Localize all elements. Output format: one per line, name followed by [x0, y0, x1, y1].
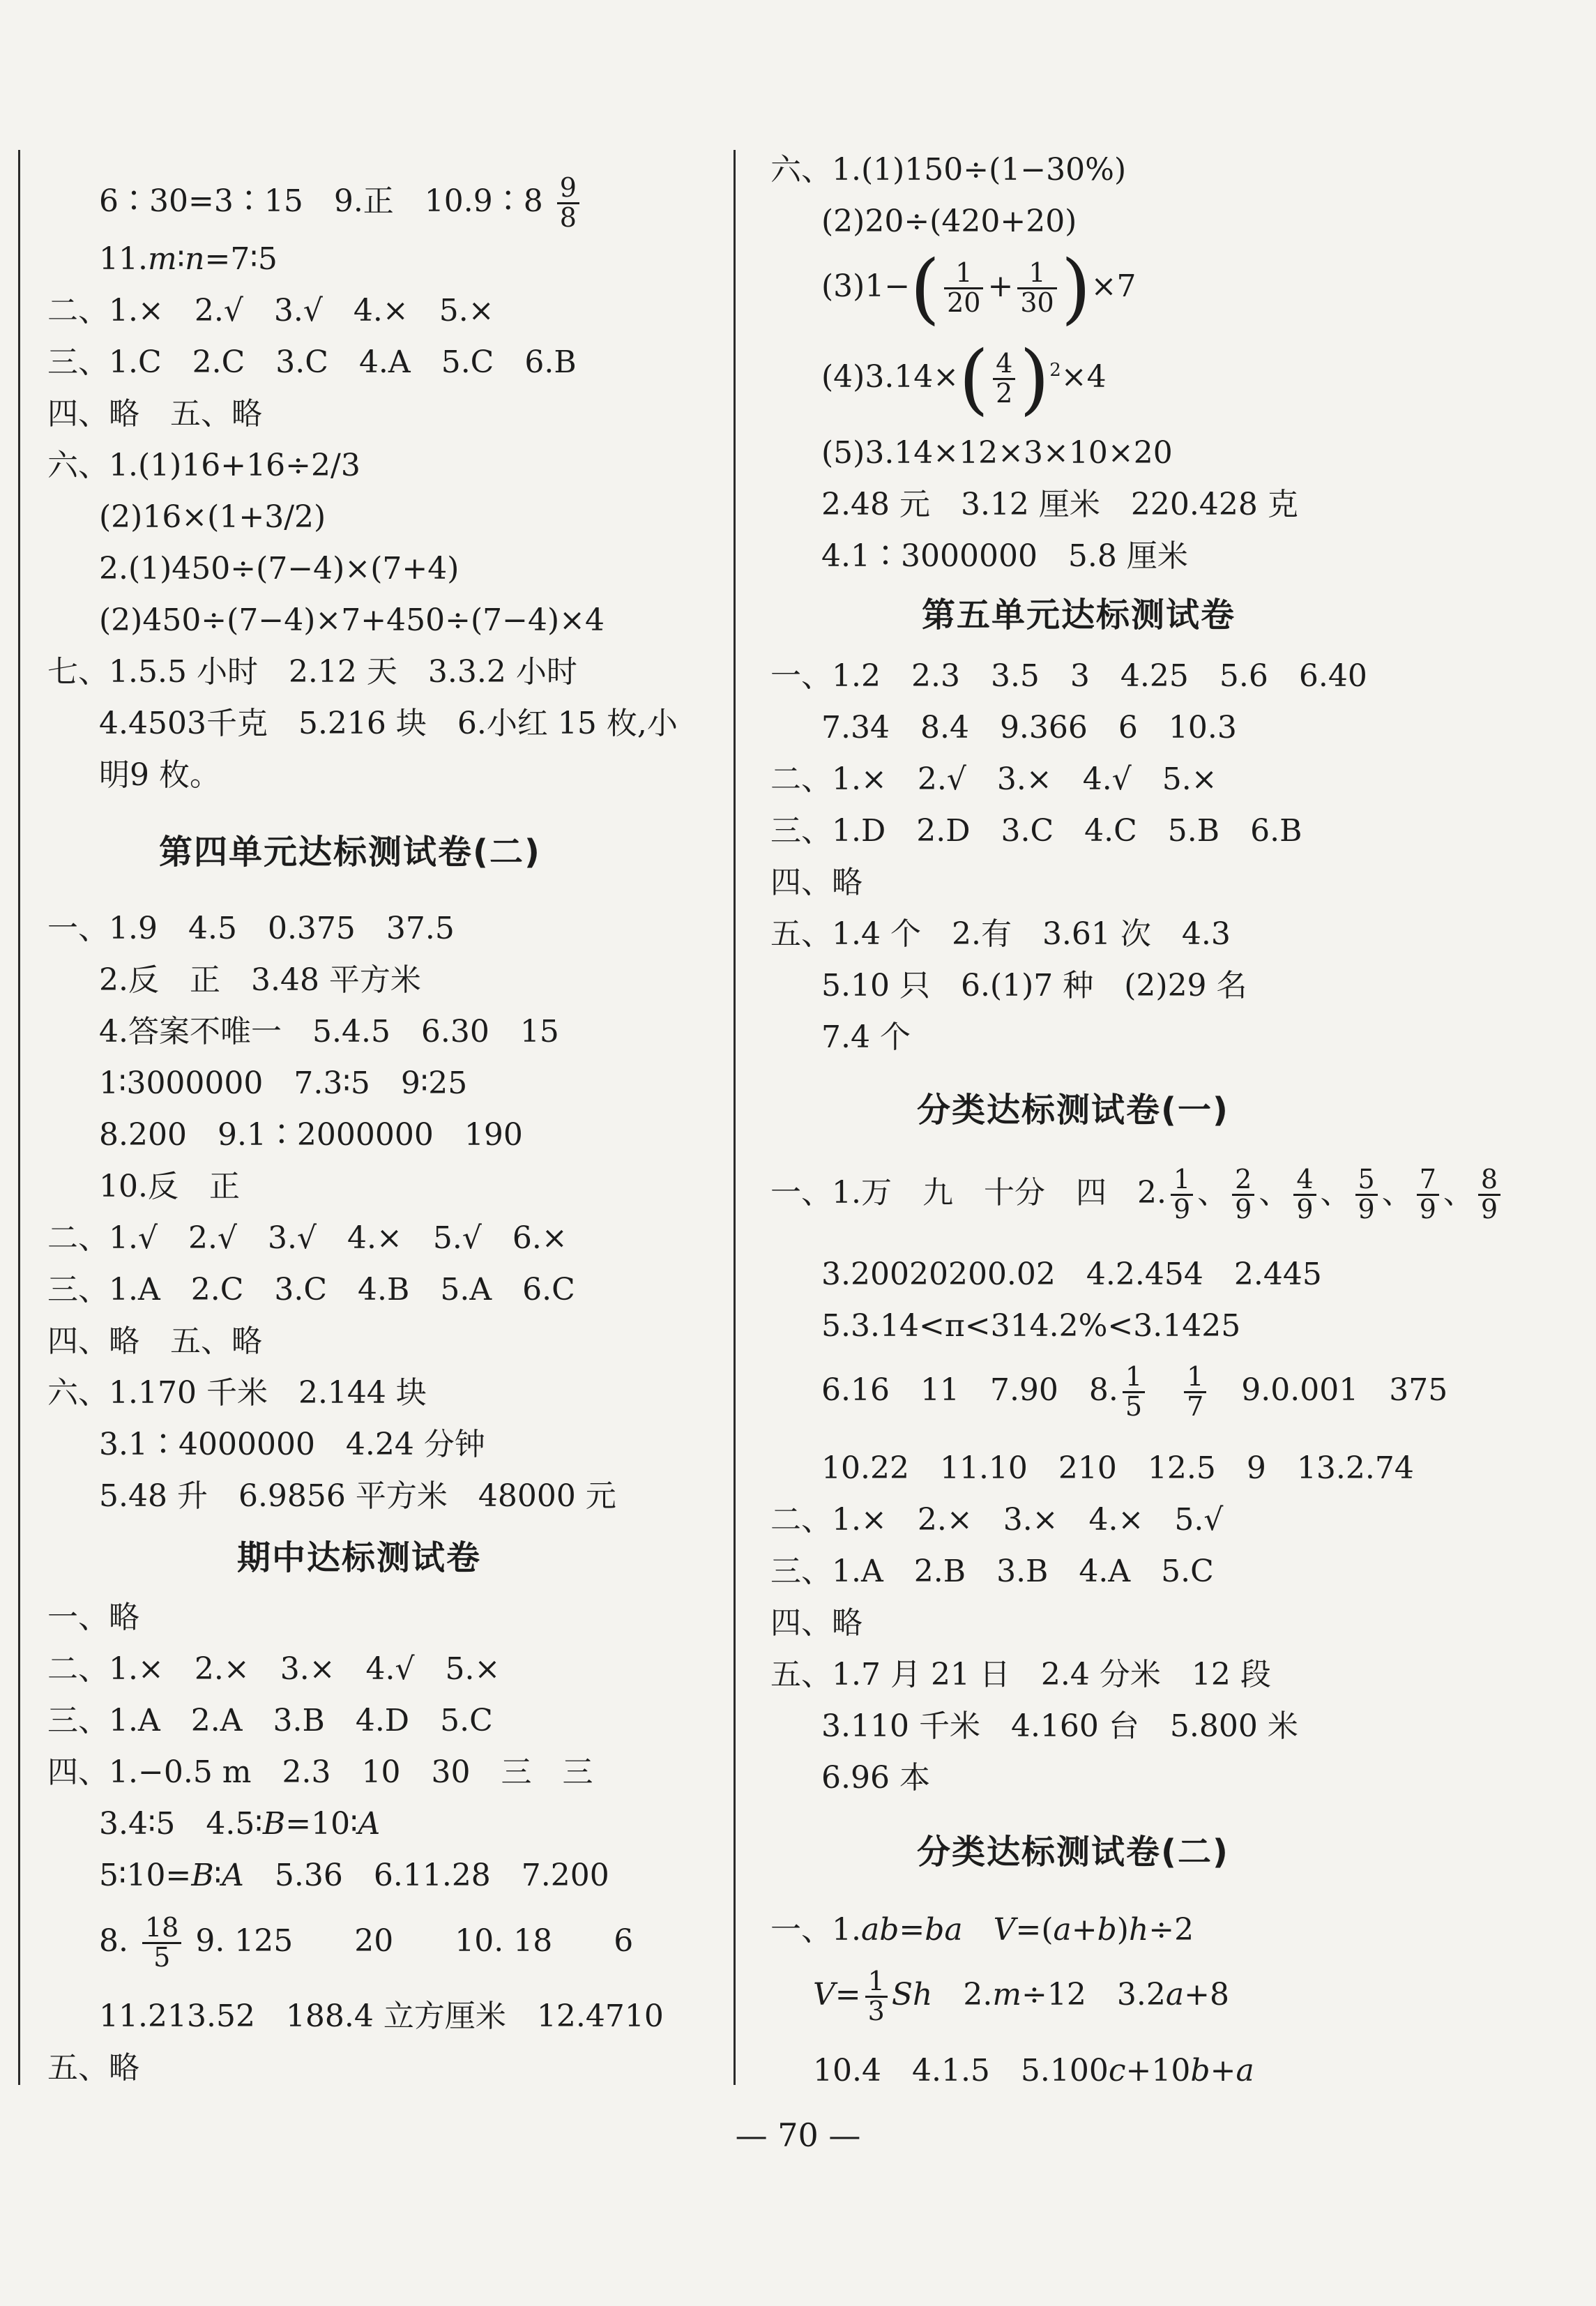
- answer-line: 6∶30=3∶15 9.正 10.9∶8 $\frac{9}{8}$: [99, 174, 584, 232]
- answer-line: 六、1.170 千米 2.144 块: [47, 1375, 427, 1411]
- answer-line: 4.答案不唯一 5.4.5 6.30 15: [99, 1014, 559, 1049]
- answer-line: (5)3.14×12×3×10×20: [821, 435, 1173, 471]
- answer-line: 6.16 11 7.90 8. $\frac{1}{5}$ $\frac{1}{7}$ 9.0.001 375: [821, 1361, 1448, 1422]
- fraction: $\frac{9}{8}$: [557, 174, 579, 232]
- fraction: $\frac{2}{9}$: [1232, 1166, 1254, 1224]
- answer-line: (4)3.14×( $\frac{4}{2}$ )$^2$×4: [821, 333, 1107, 423]
- fraction: $\frac{8}{9}$: [1478, 1166, 1500, 1224]
- answer-line: 三、1.A 2.A 3.B 4.D 5.C: [47, 1703, 493, 1738]
- answer-line: 8. $\frac{18}{5}$ 9. 125 20 10. 18 6: [99, 1912, 634, 1973]
- answer-line: 5.48 升 6.9856 平方米 48000 元: [99, 1478, 616, 1514]
- answer-line: 二、1.× 2.√ 3.× 4.√ 5.×: [770, 761, 1217, 797]
- answer-line: (2)20÷(420+20): [821, 204, 1077, 239]
- fraction: $\frac{4}{9}$: [1293, 1166, 1316, 1224]
- answer-line: 六、1.(1)16+16÷2/3: [47, 448, 360, 483]
- answer-line: V= $\frac{1}{3}$ Sh 2.m÷12 3.2a+8: [813, 1966, 1229, 2026]
- fraction: $\frac{7}{9}$: [1417, 1166, 1439, 1224]
- answer-line: 七、1.5.5 小时 2.12 天 3.3.2 小时: [47, 654, 577, 690]
- answer-line: 4.1∶3000000 5.8 厘米: [821, 538, 1188, 574]
- section-title: 期中达标测试卷: [237, 1538, 482, 1577]
- answer-line: 11.m∶n=7∶5: [99, 241, 278, 277]
- fraction: $\frac{1}{5}$: [1123, 1363, 1145, 1421]
- answer-line: 10.反 正: [99, 1169, 240, 1204]
- fraction: $\frac{1}{20}$: [944, 259, 983, 317]
- fraction: $\frac{1}{30}$: [1017, 259, 1056, 317]
- answer-line: 1∶3000000 7.3∶5 9∶25: [99, 1065, 468, 1101]
- answer-line: 10.4 4.1.5 5.100c+10b+a: [813, 2053, 1254, 2088]
- answer-line: 3.1∶4000000 4.24 分钟: [99, 1427, 485, 1462]
- answer-line: 10.22 11.10 210 12.5 9 13.2.74: [821, 1450, 1414, 1486]
- page-number: — 70 —: [735, 2116, 861, 2154]
- answer-line: 二、1.× 2.× 3.× 4.√ 5.×: [47, 1651, 501, 1687]
- answer-line: 一、1.ab=ba V=(a+b)h÷2: [770, 1912, 1194, 1948]
- answer-line: 二、1.× 2.√ 3.√ 4.× 5.×: [47, 293, 494, 328]
- answer-line: 6.96 本: [821, 1760, 930, 1796]
- answer-line: 11.213.52 188.4 立方厘米 12.4710: [99, 1998, 664, 2034]
- answer-line: 7.4 个: [821, 1019, 911, 1055]
- answer-line: 一、1.万 九 十分 四 2. $\frac{1}{9}$ 、 $\frac{2}{9}$ 、 $\frac{4}{9}$ 、 $\frac{5}{9}$ 、 $\frac{7}{9}$ 、 $\frac{8}{9}$: [770, 1166, 1505, 1224]
- answer-line: (2)16×(1+3/2): [99, 499, 326, 535]
- answer-line: 三、1.C 2.C 3.C 4.A 5.C 6.B: [47, 344, 577, 380]
- answer-line: 五、1.4 个 2.有 3.61 次 4.3: [770, 916, 1231, 952]
- fraction: $\frac{18}{5}$: [142, 1914, 181, 1972]
- answer-line: (2)450÷(7−4)×7+450÷(7−4)×4: [99, 602, 605, 638]
- fraction: $\frac{1}{3}$: [865, 1968, 888, 2026]
- answer-line: 5∶10=B∶A 5.36 6.11.28 7.200: [99, 1858, 609, 1893]
- answer-line: 六、1.(1)150÷(1−30%): [770, 152, 1127, 188]
- answer-line: 五、略: [47, 2050, 139, 2086]
- answer-line: 四、1.−0.5 m 2.3 10 30 三 三: [47, 1754, 593, 1790]
- fraction: $\frac{5}{9}$: [1355, 1166, 1378, 1224]
- answer-line: 3.20020200.02 4.2.454 2.445: [821, 1257, 1322, 1292]
- answer-line: 二、1.√ 2.√ 3.√ 4.× 5.√ 6.×: [47, 1220, 568, 1256]
- answer-line: 三、1.A 2.B 3.B 4.A 5.C: [770, 1554, 1214, 1589]
- answer-line: 五、1.7 月 21 日 2.4 分米 12 段: [770, 1657, 1271, 1692]
- section-title: 分类达标测试卷(二): [917, 1833, 1229, 1872]
- answer-line: 三、1.A 2.C 3.C 4.B 5.A 6.C: [47, 1272, 575, 1307]
- answer-line: 2.反 正 3.48 平方米: [99, 962, 421, 998]
- answer-line: 明9 枚。: [99, 757, 220, 793]
- answer-line: 四、略 五、略: [47, 1323, 262, 1359]
- section-title: 第四单元达标测试卷(二): [159, 833, 541, 872]
- answer-line: 4.4503千克 5.216 块 6.小红 15 枚,小: [99, 706, 678, 741]
- answer-line: 二、1.× 2.× 3.× 4.× 5.√: [770, 1502, 1224, 1538]
- fraction: $\frac{4}{2}$: [993, 350, 1015, 408]
- answer-line: 一、略: [47, 1600, 139, 1635]
- answer-line: 一、1.2 2.3 3.5 3 4.25 5.6 6.40: [770, 658, 1367, 694]
- answer-line: 3.110 千米 4.160 台 5.800 米: [821, 1708, 1298, 1744]
- answer-line: 四、略: [770, 1605, 862, 1641]
- answer-line: 8.200 9.1∶2000000 190: [99, 1117, 523, 1153]
- answer-line: 四、略 五、略: [47, 396, 262, 432]
- center-column-rule: [734, 150, 736, 2085]
- left-margin-rule: [18, 150, 20, 2085]
- answer-line: 7.34 8.4 9.366 6 10.3: [821, 710, 1237, 745]
- answer-line: 三、1.D 2.D 3.C 4.C 5.B 6.B: [770, 813, 1302, 849]
- fraction: $\frac{1}{9}$: [1171, 1166, 1193, 1224]
- answer-line: 2.48 元 3.12 厘米 220.428 克: [821, 487, 1298, 522]
- answer-line: 5.10 只 6.(1)7 种 (2)29 名: [821, 968, 1247, 1003]
- answer-line: (3)1−( $\frac{1}{20}$ + $\frac{1}{30}$ )×7: [821, 243, 1137, 333]
- section-title: 第五单元达标测试卷: [922, 596, 1236, 635]
- answer-line: 2.(1)450÷(7−4)×(7+4): [99, 551, 459, 586]
- answer-line: 一、1.9 4.5 0.375 37.5: [47, 911, 455, 946]
- answer-line: 四、略: [770, 865, 862, 900]
- answer-line: 3.4∶5 4.5∶B=10∶A: [99, 1806, 381, 1842]
- section-title: 分类达标测试卷(一): [917, 1091, 1229, 1130]
- answer-line: 5.3.14<π<314.2%<3.1425: [821, 1308, 1241, 1344]
- fraction: $\frac{1}{7}$: [1184, 1363, 1206, 1421]
